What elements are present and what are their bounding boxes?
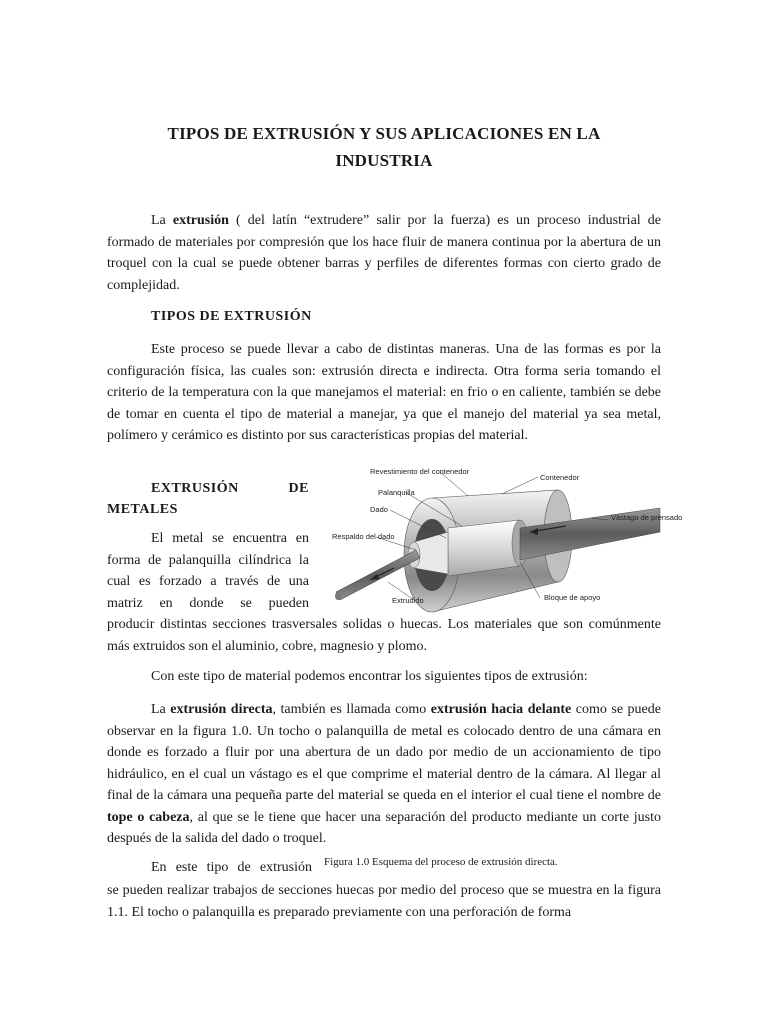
- label-extrudido: Extrudido: [392, 596, 424, 605]
- intro-post: ( del latín “extrudere” salir por la fuerza) es un proceso industrial de formado de materiales por compresión que los hace fluir de manera continua por la abertura de un troquel con la cual se puede obtener barras y perfiles de diferentes formas con cierto grado de complejidad.: [107, 213, 661, 293]
- extrusion-diagram: [330, 462, 683, 614]
- directa-part-4: , al que se le tiene que hacer una separación del producto mediante un corte justo después de la salida del dado o troquel.: [107, 809, 662, 846]
- label-palanquilla: Palanquilla: [378, 488, 415, 497]
- label-vastago: Vástago de prensado: [611, 513, 683, 522]
- label-respaldo: Respaldo del dado: [332, 532, 395, 541]
- directa-bold-1: extrusión directa: [170, 702, 273, 717]
- heading-metales: [107, 478, 309, 520]
- title-line-1: TIPOS DE EXTRUSIÓN Y SUS APLICACIONES EN LA: [167, 124, 601, 143]
- material-sentence-text: Con este tipo de material podemos encontrar los siguientes tipos de extrusión:: [151, 669, 588, 684]
- label-dado: Dado: [370, 505, 388, 514]
- metales-line-1: El metal se encuentra en: [151, 531, 309, 546]
- heading-metales-word-1: EXTRUSIÓN: [151, 481, 239, 496]
- title-line-2: INDUSTRIA: [335, 151, 433, 170]
- document-title: [100, 120, 668, 174]
- directa-bold-2: extrusión hacia delante: [430, 702, 572, 717]
- heading-tipos: TIPOS DE EXTRUSIÓN: [151, 309, 312, 324]
- tipos-text: Este proceso se puede llevar a cabo de distintas maneras. Una de las formas es por la configuración física, las cuales son: extrusión directa e indirecta. Otra forma seria tomando el criterio de la temperatura con la que manejamos el material: en frio o en caliente, también se debe de tomar en cuenta el tipo de material a manejar, ya que el manejo del material ya sea metal, polímero y cerámico es distinto por sus características propias del material.: [107, 342, 661, 443]
- metales-line-2: forma de palanquilla cilíndrica la: [107, 552, 309, 568]
- label-revestimiento: Revestimiento del contenedor: [370, 467, 470, 476]
- directa-part-2: , también es llamada como: [272, 702, 431, 717]
- last-line-start-text: En este tipo de extrusión: [151, 860, 312, 875]
- material-sentence: [107, 666, 661, 688]
- heading-metales-word-2: DE: [288, 481, 309, 496]
- figure-caption: Figura 1.0 Esquema del proceso de extrusión directa.: [324, 856, 558, 868]
- label-contenedor: Contenedor: [540, 473, 580, 482]
- directa-part-1: La: [151, 702, 171, 717]
- intro-paragraph: [107, 210, 661, 296]
- intro-pre: La: [151, 213, 173, 228]
- metales-column-text: [107, 528, 309, 614]
- intro-bold-term: extrusión: [172, 213, 229, 228]
- heading-metales-word-3: METALES: [107, 502, 178, 517]
- directa-bold-3: tope o cabeza: [107, 809, 190, 825]
- tipos-paragraph: [107, 339, 661, 447]
- directa-part-3: como se puede observar en la figura 1.0. Un tocho o palanquilla de metal es colocado dentro de una cámara en donde es forzado a fluir por una abertura de un dado por medio de un accionamiento de tipo hidráulico, en el cual un vástago es el que comprime el material dentro de la cámara. Al llegar al final de la cámara una pequeña parte del material se queda en el interior el cual tiene el nombre de: [107, 702, 661, 803]
- directa-paragraph: [107, 699, 661, 850]
- metales-line-3: cual es forzado a través de una: [107, 574, 309, 589]
- metales-line-4: matriz en donde se pueden: [107, 595, 309, 611]
- label-bloque: Bloque de apoyo: [544, 593, 601, 602]
- metales-continuation: producir distintas secciones trasversales solidas o huecas. Los materiales que son comúnmente más extruidos son el aluminio, cobre, magnesio y plomo.: [107, 617, 661, 654]
- last-paragraph: se pueden realizar trabajos de secciones huecas por medio del proceso que se muestra en la figura 1.1. El tocho o palanquilla es preparado previamente con una perforación de forma: [107, 883, 661, 920]
- last-line-start: [107, 857, 312, 879]
